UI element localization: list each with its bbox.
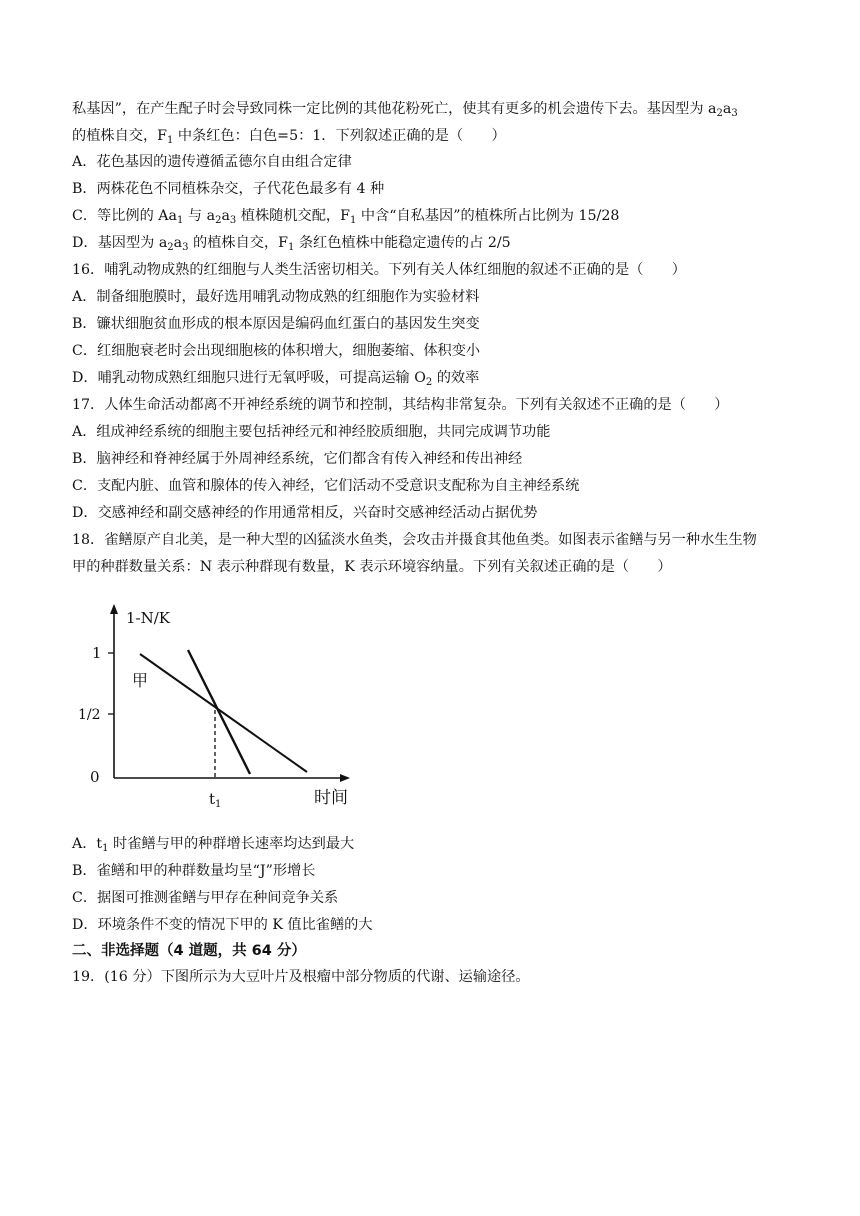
q19-stem: 19．(16 分）下图所示为大豆叶片及根瘤中部分物质的代谢、运输途径。 — [72, 969, 530, 985]
q15-option-a: A．花色基因的遗传遵循孟德尔自由组合定律 — [72, 154, 352, 170]
x-tick-label-t1: $t_1$ — [209, 790, 222, 810]
x-axis-label: 时间 — [314, 788, 348, 808]
series-jia-line — [140, 654, 307, 772]
y-tick-label-1: 1 — [92, 644, 102, 662]
q17-stem: 17．人体生命活动都离不开神经系统的调节和控制，其结构非常复杂。下列有关叙述不正确的是（ ） — [72, 397, 729, 413]
q18-option-c: C．据图可推测雀鳝与甲存在种间竞争关系 — [72, 890, 339, 906]
q16-option-d: D．哺乳动物成熟红细胞只进行无氧呼吸，可提高运输 $O_2$ 的效率 — [72, 370, 480, 388]
q16-option-a: A．制备细胞膜时，最好选用哺乳动物成熟的红细胞作为实验材料 — [72, 289, 480, 305]
population-graph — [72, 592, 362, 816]
q15-option-d: D．基因型为 $a_2a_3$ 的植株自交，$F_1$ 条红色植株中能稳定遗传的占 2/5 — [72, 235, 511, 253]
q16-option-c: C．红细胞衰老时会出现细胞核的体积增大，细胞萎缩、体积变小 — [72, 343, 481, 359]
y-tick-label-half: 1/2 — [78, 707, 101, 723]
q16-stem: 16．哺乳动物成熟的红细胞与人类生活密切相关。下列有关人体红细胞的叙述不正确的是（ ） — [72, 262, 686, 278]
q17-option-b: B．脑神经和脊神经属于外周神经系统，它们都含有传入神经和传出神经 — [72, 451, 523, 467]
q17-option-d: D．交感神经和副交感神经的作用通常相反，兴奋时交感神经活动占据优势 — [72, 505, 538, 521]
q18-option-d: D．环境条件不变的情况下甲的 K 值比雀鳝的大 — [72, 917, 373, 933]
y-tick-label-0: 0 — [90, 768, 100, 786]
q17-option-a: A．组成神经系统的细胞主要包括神经元和神经胶质细胞，共同完成调节功能 — [72, 424, 551, 440]
y-axis-label: 1-N/K — [126, 609, 170, 627]
q18-stem-line-1: 18．雀鳝原产自北美，是一种大型的凶猛淡水鱼类，会攻击并摄食其他鱼类。如图表示雀鳝与另一种水生生物 — [72, 532, 757, 548]
section-heading-non-choice: 二、非选择题（4 道题，共 64 分） — [72, 943, 306, 959]
q15-option-c: C．等比例的 $Aa_1$ 与 $a_2a_3$ 植株随机交配，$F_1$ 中含“自私基因”的植株所占比例为 15/28 — [72, 208, 620, 226]
q15-stem-line-1: 私基因”，在产生配子时会导致同株一定比例的其他花粉死亡，使其有更多的机会遗传下去。基因型为 $a_2a_3$ — [72, 101, 738, 119]
q18-option-b: B．雀鳝和甲的种群数量均呈“J”形增长 — [72, 863, 316, 879]
q18-option-a: A．$t_1$ 时雀鳝与甲的种群增长速率均达到最大 — [72, 836, 355, 854]
q18-stem-line-2: 甲的种群数量关系：N 表示种群现有数量，K 表示环境容纳量。下列有关叙述正确的是（ ） — [72, 559, 672, 575]
series-label-jia: 甲 — [132, 671, 149, 690]
q15-stem-line-2: 的植株自交，$F_1$ 中条红色：白色=5：1．下列叙述正确的是（ ） — [72, 128, 506, 146]
series-quesan-line — [188, 650, 250, 774]
q17-option-c: C．支配内脏、血管和腺体的传入神经，它们活动不受意识支配称为自主神经系统 — [72, 478, 580, 494]
q16-option-b: B．镰状细胞贫血形成的根本原因是编码血红蛋白的基因发生突变 — [72, 316, 480, 332]
q15-option-b: B．两株花色不同植株杂交，子代花色最多有 4 种 — [72, 181, 385, 197]
